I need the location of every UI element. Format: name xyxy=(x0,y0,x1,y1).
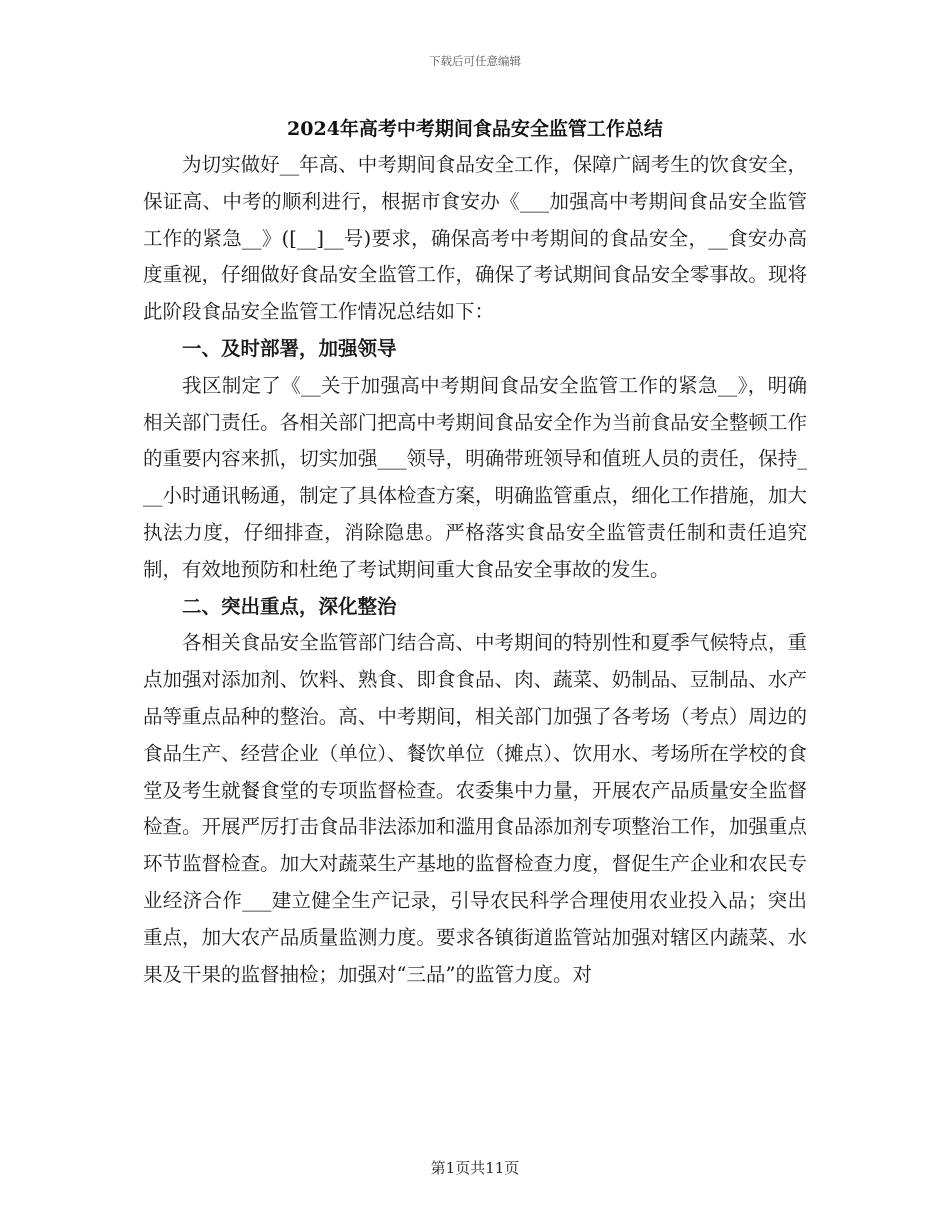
page-header-note: 下载后可任意编辑 xyxy=(429,54,521,68)
section-1-paragraph: 我区制定了《__关于加强高中考期间食品安全监管工作的紧急__》，明确相关部门责任。各相关部门把高中考期间食品安全作为当前食品安全整顿工作的重要内容来抓，切实加强___领导，明确带班领导和值班人员的责任，保持___小时通讯畅通，制定了具体检查方案，明确监管重点，细化工作措施，加大执法力度，仔细排查，消除隐患。严格落实食品安全监管责任制和责任追究制，有效地预防和杜绝了考试期间重大食品安全事故的发生。 xyxy=(143,373,807,581)
section-heading-1: 一、及时部署，加强领导 xyxy=(182,336,397,360)
document-title: 2024年高考中考期间食品安全监管工作总结 xyxy=(287,118,663,140)
document-body xyxy=(143,147,807,993)
section-2-paragraph: 各相关食品安全监管部门结合高、中考期间的特别性和夏季气候特点，重点加强对添加剂、饮料、熟食、即食食品、肉、蔬菜、奶制品、豆制品、水产品等重点品种的整治。高、中考期间，相关部门加强了各考场（考点）周边的食品生产、经营企业（单位）、餐饮单位（摊点）、饮用水、考场所在学校的食堂及考生就餐食堂的专项监督检查。农委集中力量，开展农产品质量安全监督检查。开展严厉打击食品非法添加和滥用食品添加剂专项整治工作，加强重点环节监督检查。加大对蔬菜生产基地的监督检查力度，督促生产企业和农民专业经济合作___建立健全生产记录，引导农民科学合理使用农业投入品；突出重点，加大农产品质量监测力度。要求各镇街道监管站加强对辖区内蔬菜、水果及干果的监督抽检；加强对“三品”的监管力度。对 xyxy=(143,631,807,986)
page-number-footer: 第1页共11页 xyxy=(430,1159,520,1177)
intro-paragraph: 为切实做好__年高、中考期间食品安全工作，保障广阔考生的饮食安全，保证高、中考的顺利进行，根据市食安办《___加强高中考期间食品安全监管工作的紧急__》([__]__号)要求，确保高考中考期间的食品安全，__食安办高度重视，仔细做好食品安全监管工作，确保了考试期间食品安全零事故。现将此阶段食品安全监管工作情况总结如下： xyxy=(143,153,807,324)
section-heading-2: 二、突出重点，深化整治 xyxy=(182,594,397,618)
